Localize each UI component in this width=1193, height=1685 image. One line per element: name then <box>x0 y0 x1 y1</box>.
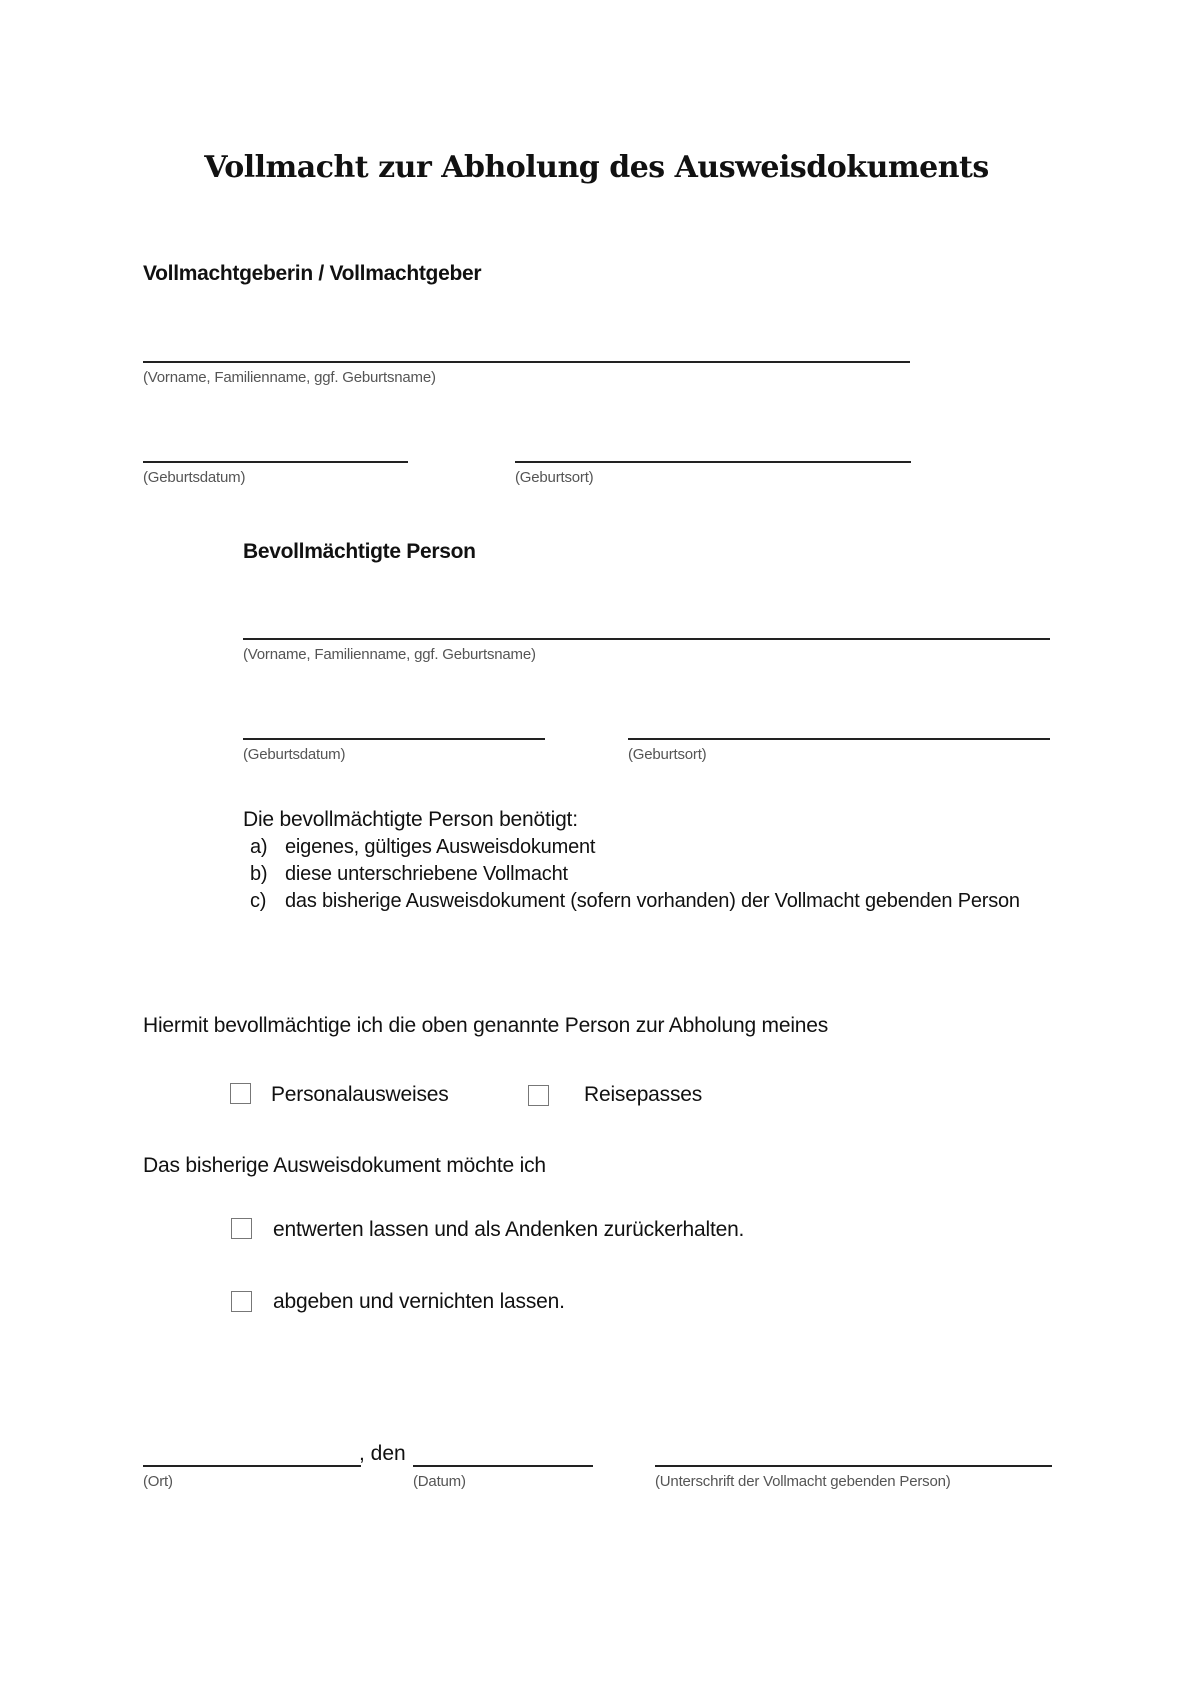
place-hint: (Ort) <box>143 1473 173 1490</box>
authorization-statement: Hiermit bevollmächtige ich die oben genannte Person zur Abholung meines <box>143 1014 829 1037</box>
grantor-birthplace-field[interactable] <box>515 461 911 463</box>
date-hint: (Datum) <box>413 1473 466 1490</box>
keep-invalidated-label: entwerten lassen und als Andenken zurückerhalten. <box>273 1218 745 1241</box>
personalausweis-checkbox[interactable] <box>230 1083 251 1104</box>
grantor-name-field[interactable] <box>143 361 910 363</box>
authorized-name-hint: (Vorname, Familienname, ggf. Geburtsname) <box>243 646 536 663</box>
grantor-birthdate-field[interactable] <box>143 461 408 463</box>
grantor-birthplace-hint: (Geburtsort) <box>515 469 594 486</box>
previous-document-statement: Das bisherige Ausweisdokument möchte ich <box>143 1154 546 1177</box>
list-item <box>243 863 1020 890</box>
surrender-destroy-checkbox[interactable] <box>231 1291 252 1312</box>
place-field[interactable] <box>143 1465 361 1467</box>
list-text: eigenes, gültiges Ausweisdokument <box>285 836 596 858</box>
den-text: , den <box>359 1442 406 1465</box>
signature-field[interactable] <box>655 1465 1052 1467</box>
list-text: diese unterschriebene Vollmacht <box>285 863 568 885</box>
date-field[interactable] <box>413 1465 593 1467</box>
authorized-birthdate-field[interactable] <box>243 738 545 740</box>
signature-hint: (Unterschrift der Vollmacht gebenden Person) <box>655 1473 951 1490</box>
list-item <box>243 890 1020 917</box>
authorized-name-field[interactable] <box>243 638 1050 640</box>
document-title: Vollmacht zur Abholung des Ausweisdokuments <box>204 150 989 185</box>
grantor-heading: Vollmachtgeberin / Vollmachtgeber <box>143 262 482 285</box>
requirements-intro: Die bevollmächtigte Person benötigt: <box>243 808 578 831</box>
requirements-list <box>243 836 1020 917</box>
personalausweis-label: Personalausweises <box>271 1083 449 1106</box>
surrender-destroy-label: abgeben und vernichten lassen. <box>273 1290 565 1313</box>
reisepass-checkbox[interactable] <box>528 1085 549 1106</box>
grantor-name-hint: (Vorname, Familienname, ggf. Geburtsname) <box>143 369 436 386</box>
list-marker: a) <box>250 836 268 858</box>
grantor-birthdate-hint: (Geburtsdatum) <box>143 469 246 486</box>
authorized-birthplace-hint: (Geburtsort) <box>628 746 707 763</box>
list-item <box>243 836 1020 863</box>
keep-invalidated-checkbox[interactable] <box>231 1218 252 1239</box>
reisepass-label: Reisepasses <box>584 1083 703 1106</box>
authorized-birthdate-hint: (Geburtsdatum) <box>243 746 346 763</box>
list-marker: c) <box>250 890 267 912</box>
list-marker: b) <box>250 863 268 885</box>
authorized-birthplace-field[interactable] <box>628 738 1050 740</box>
list-text: das bisherige Ausweisdokument (sofern vorhanden) der Vollmacht gebenden Person <box>285 890 1020 912</box>
authorized-heading: Bevollmächtigte Person <box>243 540 476 563</box>
